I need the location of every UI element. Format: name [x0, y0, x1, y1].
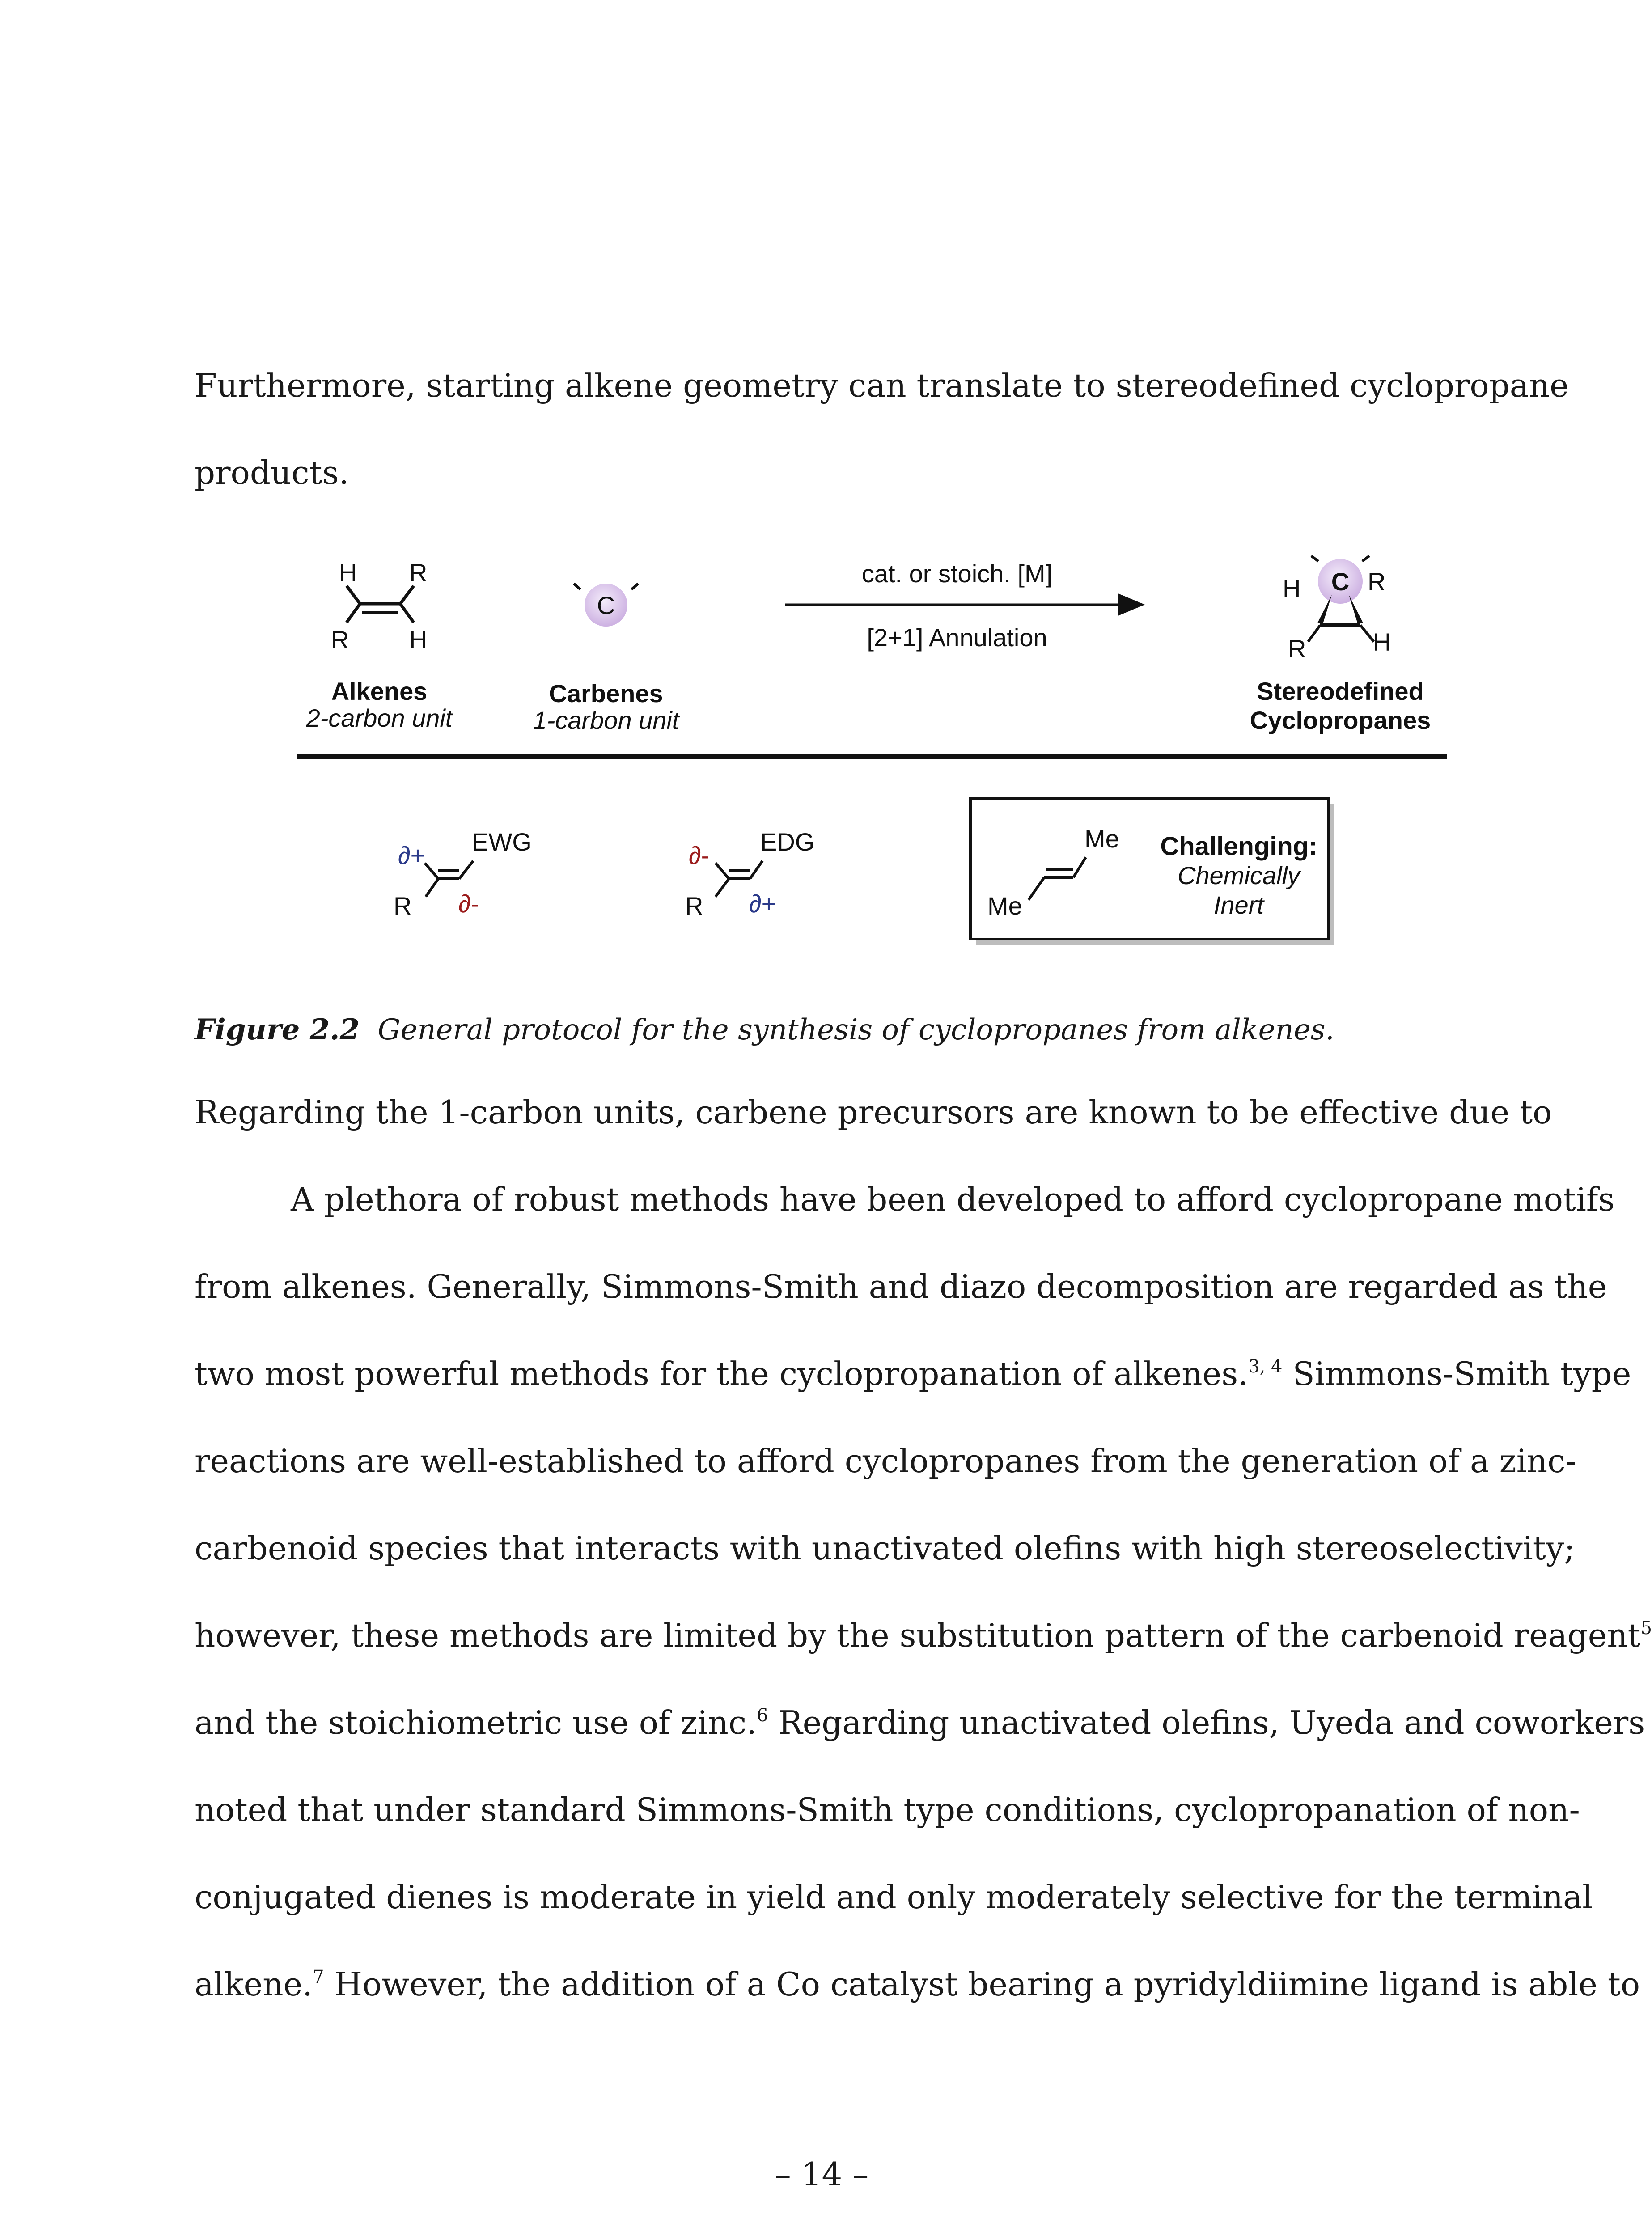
challenge-line1: Chemically — [1178, 861, 1300, 889]
product-atom-h1: H — [1283, 574, 1301, 602]
text-line — [195, 1704, 1645, 1741]
text-line-content: however, these methods are limited by the substitution pattern of the carbenoid reagent — [195, 1617, 1641, 1654]
arrow-top-label: cat. or stoich. [M] — [861, 559, 1053, 588]
alkene-atom-h2: H — [409, 626, 428, 654]
text-line-content: Simmons-Smith type — [1282, 1355, 1631, 1393]
alkene-atom-r2: R — [331, 626, 349, 654]
alkene-atom-h1: H — [339, 559, 357, 587]
alkene-structure — [347, 586, 414, 623]
text-line-content: conjugated dienes is moderate in yield and only moderately selective for the terminal — [195, 1878, 1593, 1916]
ewg-r-label: R — [394, 892, 412, 920]
arrow-bottom-label: [2+1] Annulation — [867, 623, 1047, 652]
challenge-me2: Me — [987, 892, 1022, 920]
alkene-atom-r1: R — [409, 559, 428, 587]
text-line-content: Furthermore, starting alkene geometry can translate to stereodefined cyclopropane — [195, 367, 1569, 404]
text-line-content: carbenoid species that interacts with unactivated olefins with high stereoselectivity; — [195, 1529, 1575, 1567]
figure-caption-label: Figure 2.2 — [195, 1013, 360, 1046]
carbenes-subtitle: 1-carbon unit — [533, 706, 679, 734]
edg-delta-plus: ∂+ — [749, 889, 776, 918]
ewg-label: EWG — [472, 828, 532, 856]
text-line-content: reactions are well-established to afford cyclopropanes from the generation of a zinc- — [195, 1442, 1576, 1480]
text-line — [195, 1791, 1580, 1829]
carbenes-title: Carbenes — [549, 679, 663, 707]
text-line — [195, 1878, 1593, 1916]
edg-delta-minus: ∂- — [689, 841, 710, 869]
product-atom-h2: H — [1373, 628, 1391, 656]
text-line — [291, 1181, 1615, 1218]
alkenes-subtitle: 2-carbon unit — [306, 704, 453, 732]
page-number: – 14 – — [775, 2156, 869, 2193]
text-line-content: alkene. — [195, 1965, 313, 2003]
figure-caption-text: General protocol for the synthesis of cyclopropanes from alkenes. — [377, 1013, 1334, 1046]
citation-superscript: 3, 4 — [1248, 1356, 1283, 1377]
text-line-content: two most powerful methods for the cyclopropanation of alkenes. — [195, 1355, 1249, 1393]
text-line-content: and the stoichiometric use of zinc. — [195, 1704, 757, 1741]
product-atom-c: C — [1331, 567, 1350, 596]
ewg-delta-minus: ∂- — [458, 889, 479, 918]
product-atom-r2: R — [1288, 635, 1306, 663]
text-line — [195, 1355, 1631, 1393]
challenge-me1: Me — [1084, 825, 1119, 853]
text-line-content: noted that under standard Simmons-Smith type conditions, cyclopropanation of non- — [195, 1791, 1580, 1829]
ewg-delta-plus: ∂+ — [398, 841, 425, 869]
citation-superscript: 7 — [313, 1967, 324, 1987]
text-line-content: Regarding the 1-carbon units, carbene precursors are known to be effective due to — [195, 1093, 1552, 1131]
text-line — [195, 1442, 1576, 1480]
text-line — [195, 1617, 1652, 1654]
edg-label: EDG — [760, 828, 815, 856]
edg-r-label: R — [685, 892, 703, 920]
citation-superscript: 5 — [1640, 1618, 1652, 1639]
carbene-atom: C — [597, 591, 615, 619]
figure-caption — [195, 1013, 1449, 1046]
product-title-1: Stereodefined — [1257, 677, 1424, 705]
text-line — [195, 1268, 1607, 1305]
text-line — [195, 1093, 1552, 1131]
text-line — [195, 1965, 1640, 2003]
challenge-line2: Inert — [1213, 891, 1264, 919]
challenge-title: Challenging: — [1160, 832, 1317, 861]
alkenes-title: Alkenes — [331, 677, 428, 705]
text-line-content: However, the addition of a Co catalyst bearing a pyridyldiimine ligand is able to — [324, 1965, 1640, 2003]
text-line-content: A plethora of robust methods have been developed to afford cyclopropane motifs — [291, 1181, 1615, 1218]
product-atom-r1: R — [1368, 567, 1386, 596]
product-title-2: Cyclopropanes — [1250, 706, 1431, 734]
citation-superscript: 6 — [757, 1705, 768, 1726]
text-line-content: Regarding unactivated olefins, Uyeda and coworkers — [768, 1704, 1645, 1741]
text-line-content: from alkenes. Generally, Simmons-Smith and diazo decomposition are regarded as the — [195, 1268, 1607, 1305]
text-line — [195, 1529, 1575, 1567]
reaction-scheme — [0, 0, 1644, 984]
text-line-content: products. — [195, 454, 349, 491]
